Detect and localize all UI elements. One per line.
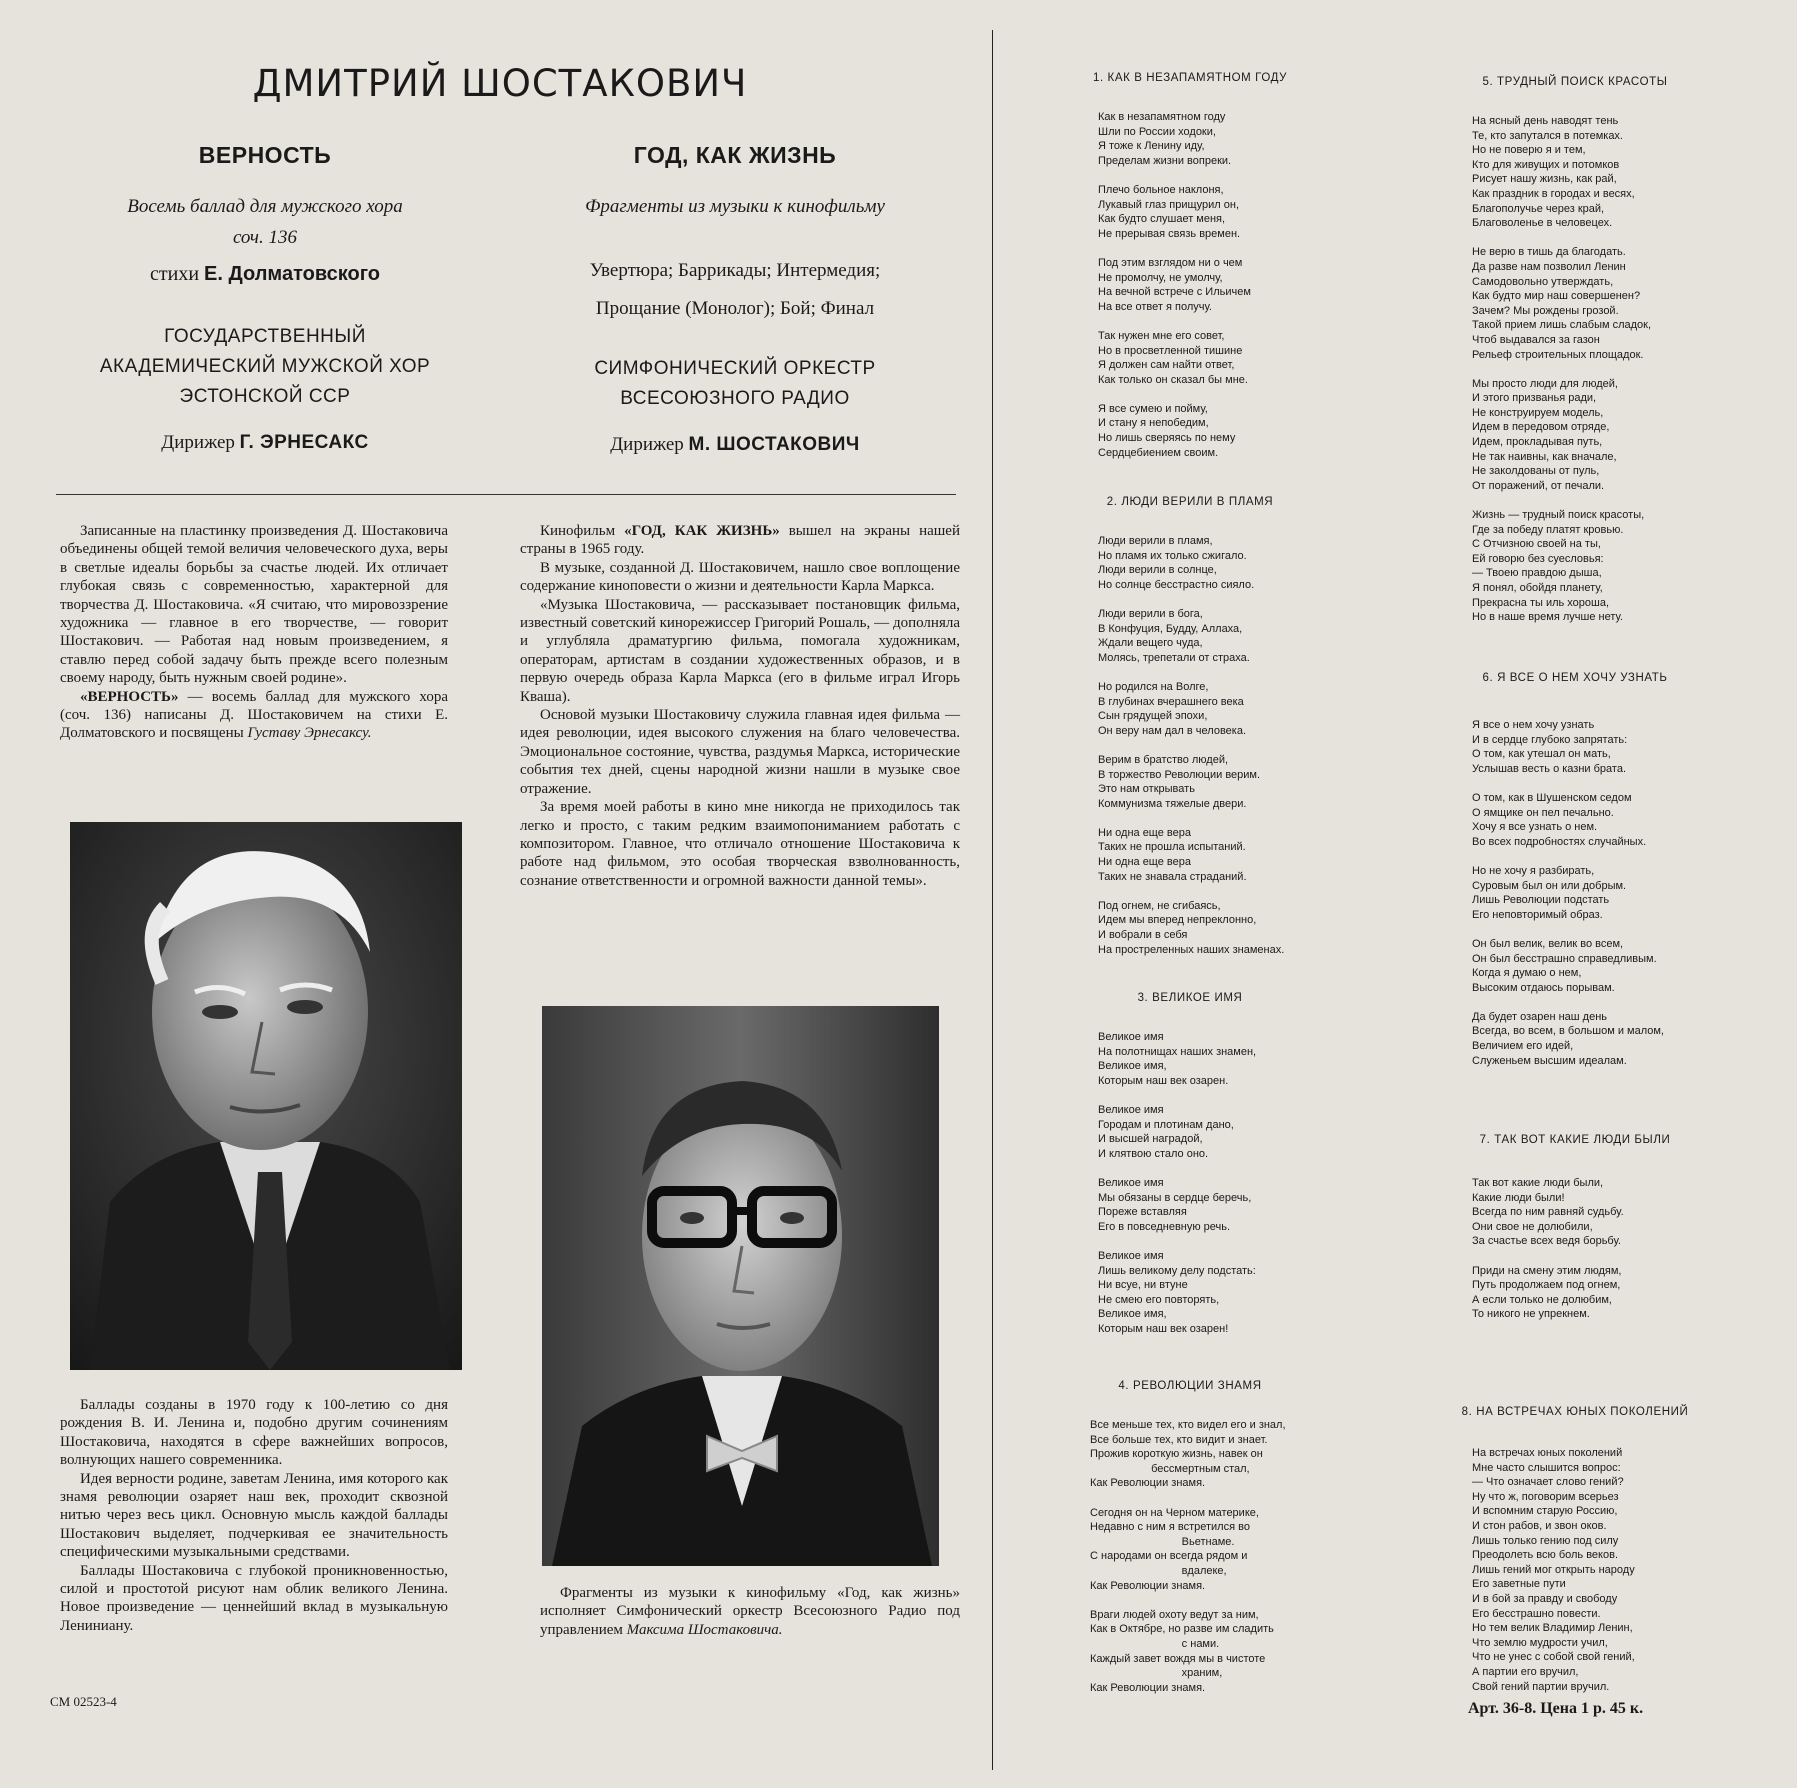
song-title: 7. ТАК ВОТ КАКИЕ ЛЮДИ БЫЛИ	[1479, 1134, 1671, 1146]
notes-text: вышел на экраны нашей страны в 1965 году.	[520, 523, 960, 558]
notes-paragraph: Основой музыки Шостаковичу служила главная идея фильма — идея революции, идея высокого служения на благо человечества. Эмоциональное состояние, чувства, раздумья Маркса, исторические события тех дней, сцены народной жизни нашли в музыке свое отражение.	[520, 707, 960, 797]
song-lyrics: Люди верили в пламя, Но пламя их только сжигало. Люди верили в солнце, Но солнце бесстрастно сияло. Люди верили в бога, В Конфуция, Будду, Аллаха, Ждали вещего чуда, Молясь, трепетали от страха. Но родился на Волге, В глубинах вчерашнего века Сын грядущей эпохи, Он веру нам дал в человека. Верим в братство людей, В торжество Революции верим. Это нам открывать Коммунизма тяжелые двери. Ни одна еще вера Таких не прошла испытаний. Ни одна еще вера Таких не знавала страданий. Под огнем, не сгибаясь, Идем мы вперед непреклонно, И вобрали в себя На простреленных наших знаменах.	[1098, 535, 1285, 956]
right-work-subtitle: Фрагменты из музыки к кинофильму	[585, 196, 885, 217]
poet-prefix: стихи	[150, 263, 200, 285]
left-work-poet	[50, 263, 480, 286]
left-work-subtitle-1: Восемь баллад для мужского хора	[127, 196, 403, 217]
right-work-parts-2: Прощание (Монолог); Бой; Финал	[595, 298, 875, 319]
dedication-italic: Густаву Эрнесаксу.	[247, 725, 372, 742]
right-work-ensemble	[520, 354, 950, 414]
ensemble-line: АКАДЕМИЧЕСКИЙ МУЖСКОЙ ХОР	[99, 356, 431, 377]
ensemble-line: ГОСУДАРСТВЕННЫЙ	[164, 326, 366, 347]
caption-text: Фрагменты из музыки к кинофильму «Год, как жизнь» исполняет Симфонический оркестр Всесоюзного Радио под управлением	[540, 1585, 960, 1638]
conductor-name: Г. ЭРНЕСАКС	[239, 432, 369, 453]
left-work-ensemble	[50, 322, 480, 412]
right-work-block	[520, 142, 950, 456]
song-lyrics: Так вот какие люди были, Какие люди были! Всегда по ним равняй судьбу. Они свое не долюбили, За счастье всех ведя борьбу. Приди на смену этим людям, Путь продолжаем под огнем, А если только не долюбим, То никого не упрекнем.	[1472, 1177, 1624, 1321]
catalog-number: СМ 02523-4	[50, 1694, 117, 1709]
notes-paragraph: Баллады Шостаковича с глубокой проникновенностью, силой и простотой рисуют нам облик великого Ленина. Новое произведение — ценнейший вклад в музыкальную Лениниану.	[60, 1562, 448, 1634]
song-lyrics: На встречах юных поколений Мне часто слышится вопрос: — Что означает слово гений? Ну что ж, поговорим всерьез И вспомним старую Россию, И стон рабов, и звон оков. Лишь только гению под силу Преодолеть всю боль веков. Лишь гений мог открыть народу Его заветные пути И в бой за правду и свободу Его бесстрашно повести. Но тем велик Владимир Ленин, Что землю мудрости учил, Что не унес с собой свой гений, А партии его вручил, Свой гений партии вручил.	[1472, 1447, 1635, 1693]
caption-paragraph	[540, 1584, 960, 1639]
notes-paragraph	[520, 522, 960, 559]
song-title: 1. КАК В НЕЗАПАМЯТНОМ ГОДУ	[1092, 72, 1288, 84]
notes-text: Кинофильм	[540, 523, 625, 539]
vertical-divider	[992, 30, 993, 1770]
conductor-prefix: Дирижер	[161, 432, 235, 453]
song-lyrics: Великое имя На полотнищах наших знамен, Великое имя, Которым наш век озарен. Великое имя Городам и плотинам дано, И высшей наградой, И клятвою стало оно. Великое имя Мы обязаны в сердце беречь, Пореже вставляя Его в повседневную речь. Великое имя Лишь великому делу подстать: Ни всуе, ни втуне Не смею его повторять, Великое имя, Которым наш век озарен!	[1098, 1031, 1257, 1335]
song-title: 6. Я ВСЕ О НЕМ ХОЧУ УЗНАТЬ	[1482, 672, 1668, 684]
song-title: 3. ВЕЛИКОЕ ИМЯ	[1137, 992, 1243, 1004]
left-work-title: ВЕРНОСТЬ	[198, 142, 332, 168]
ensemble-line: ЭСТОНСКОЙ ССР	[179, 386, 351, 407]
portrait-illustration	[542, 1006, 939, 1566]
composer-name: ДМИТРИЙ ШОСТАКОВИЧ	[252, 62, 748, 105]
notes-left-bottom	[60, 1396, 448, 1635]
notes-paragraph: Идея верности родине, заветам Ленина, имя которого как знамя революции озаряет наш век, проходит сквозной нитью через весь цикл. Основную мысль каждой баллады Шостакович выделяет, подчеркивая ее значительность специфическими музыкальными средствами.	[60, 1470, 448, 1561]
right-work-conductor	[520, 434, 950, 456]
film-name-bold: «ГОД, КАК ЖИЗНЬ»	[624, 523, 780, 539]
poet-name: Е. Долматовского	[204, 263, 380, 285]
caption-italic: Максима Шостаковича.	[626, 1621, 783, 1638]
conductor-name: М. ШОСТАКОВИЧ	[688, 434, 860, 455]
work-name-bold: «ВЕРНОСТЬ»	[80, 688, 179, 705]
notes-paragraph: За время моей работы в кино мне никогда не приходилось так легко и просто, с таким редким взаимопониманием работать с композитором. Главное, что отличало отношение Шостаковича к работе над фильмом, это особая творческая взволнованность, сознание ответственности и огромной важности данной темы».	[520, 799, 960, 889]
song-title: 8. НА ВСТРЕЧАХ ЮНЫХ ПОКОЛЕНИЙ	[1461, 1406, 1689, 1418]
song-title: 2. ЛЮДИ ВЕРИЛИ В ПЛАМЯ	[1106, 496, 1274, 508]
notes-paragraph: Записанные на пластинку произведения Д. Шостаковича объединены общей темой величия человеческого духа, веры в светлые идеалы борьбы за счастье людей. Их отличает глубокая связь с современностью, характерной для творчества Д. Шостаковича. «Я считаю, что мировоззрение художника — главное в его творчестве, — говорит Шостакович. — Работая над новым произведением, я ставлю перед собой задачу быть прежде всего полезным своему народу, быть нужным своей родине».	[60, 523, 448, 687]
left-work-conductor	[50, 432, 480, 454]
ensemble-line: ВСЕСОЮЗНОГО РАДИО	[620, 388, 850, 409]
song-title: 5. ТРУДНЫЙ ПОИСК КРАСОТЫ	[1482, 76, 1668, 88]
song-lyrics: На ясный день наводят тень Те, кто запутался в потемках. Но не поверю я и тем, Кто для живущих и потомков Рисует нашу жизнь, как рай, Как праздник в городах и весях, Благополучье через край, Благоволенье в человецех. Не верю в тишь да благодать. Да разве нам позволил Ленин Самодовольно утверждать, Как будто мир наш совершенен? Зачем? Мы рождены грозой. Такой прием лишь слабым сладок, Чтоб выдавался за газон Рельеф строительных площадок. Мы просто люди для людей, И этого призванья ради, Не конструируем модель, Идем в передовом отряде, Идем, прокладывая путь, Не так наивны, как вначале, Не заколдованы от пуль, От поражений, от печали. Жизнь — трудный поиск красоты, Где за победу платят кровью. С Отчизною своей на ты, Ей говорю без суесловья: — Твоею правдою дыша, Я понял, обойдя планету, Прекрасна ты иль хороша, Но в наше время лучше нету.	[1472, 115, 1652, 624]
price-label: Арт. 36-8. Цена 1 р. 45 к.	[1468, 1700, 1644, 1717]
portrait-photo-older-man	[70, 822, 462, 1370]
notes-paragraph	[60, 688, 448, 743]
portrait-illustration	[70, 822, 462, 1370]
portrait-photo-young-man	[542, 1006, 939, 1566]
photo-caption	[540, 1584, 960, 1639]
song-title: 4. РЕВОЛЮЦИИ ЗНАМЯ	[1118, 1380, 1262, 1392]
right-work-title: ГОД, КАК ЖИЗНЬ	[633, 142, 837, 168]
song-lyrics: Я все о нем хочу узнать И в сердце глубоко запрятать: О том, как утешал он мать, Услышав весть о казни брата. О том, как в Шушенском седом О ямщике он пел печально. Хочу я все узнать о нем. Во всех подробностях случайных. Но не хочу я разбирать, Суровым был он или добрым. Лишь Революции подстать Его неповторимый образ. Он был велик, велик во всем, Он был бесстрашно справедливым. Когда я думаю о нем, Высоким отдаюсь порывам. Да будет озарен наш день Всегда, во всем, в большом и малом, Величием его идей, Служеньем высшим идеалам.	[1472, 719, 1664, 1067]
ensemble-line: СИМФОНИЧЕСКИЙ ОРКЕСТР	[594, 358, 876, 379]
notes-paragraph: Баллады созданы в 1970 году к 100-летию со дня рождения В. И. Ленина и, подобно другим сочинениям Шостаковича, находятся в сфере важнейших вопросов, волнующих нашего современника.	[60, 1397, 448, 1469]
left-work-subtitle-2: соч. 136	[232, 227, 298, 248]
horizontal-divider	[56, 494, 956, 495]
left-work-block	[50, 142, 480, 454]
conductor-prefix: Дирижер	[610, 434, 684, 455]
notes-paragraph: «Музыка Шостаковича, — рассказывает постановщик фильма, известный советский кинорежиссер Григорий Рошаль, — дополняла и углубляла драматургию фильма, помогала художникам, операторам, артистам в создании художественных образов, и в первую очередь образа Карла Маркса (его в фильме играл Игорь Кваша).	[520, 596, 960, 705]
right-work-parts-1: Увертюра; Баррикады; Интермедия;	[589, 260, 881, 281]
notes-paragraph: В музыке, созданной Д. Шостаковичем, нашло свое воплощение содержание киноповести о жизни и деятельности Карла Маркса.	[520, 559, 960, 595]
song-lyrics: Как в незапамятном году Шли по России ходоки, Я тоже к Ленину иду, Пределам жизни вопреки. Плечо больное наклоня, Лукавый глаз прищурил он, Как будто слушает меня, Не прерывая связь времен. Под этим взглядом ни о чем Не промолчу, не умолчу, На вечной встрече с Ильичем На все ответ я получу. Так нужен мне его совет, Но в просветленной тишине Я должен сам найти ответ, Как только он сказал бы мне. Я все сумею и пойму, И стану я непобедим, Но лишь сверяясь по нему Сердцебиением своим.	[1098, 111, 1251, 459]
notes-left-top	[60, 522, 448, 743]
song-lyrics: Все меньше тех, кто видел его и знал, Все больше тех, кто видит и знает. Прожив короткую жизнь, навек он бессмертным стал, Как Революции знамя. Сегодня он на Черном материке, Недавно с ним я встретился во Вьетнаме. С народами он всегда рядом и вдалеке, Как Революции знамя. Враги людей охоту ведут за ним, Как в Октябре, но разве им сладить с нами. Каждый завет вождя мы в чистоте храним, Как Революции знамя.	[1090, 1419, 1286, 1694]
notes-right-top	[520, 522, 960, 890]
notes-text: — восемь баллад для мужского хора (соч. 136) написаны Д. Шостаковичем на стихи Е. Долматовского и посвящены	[60, 688, 448, 742]
